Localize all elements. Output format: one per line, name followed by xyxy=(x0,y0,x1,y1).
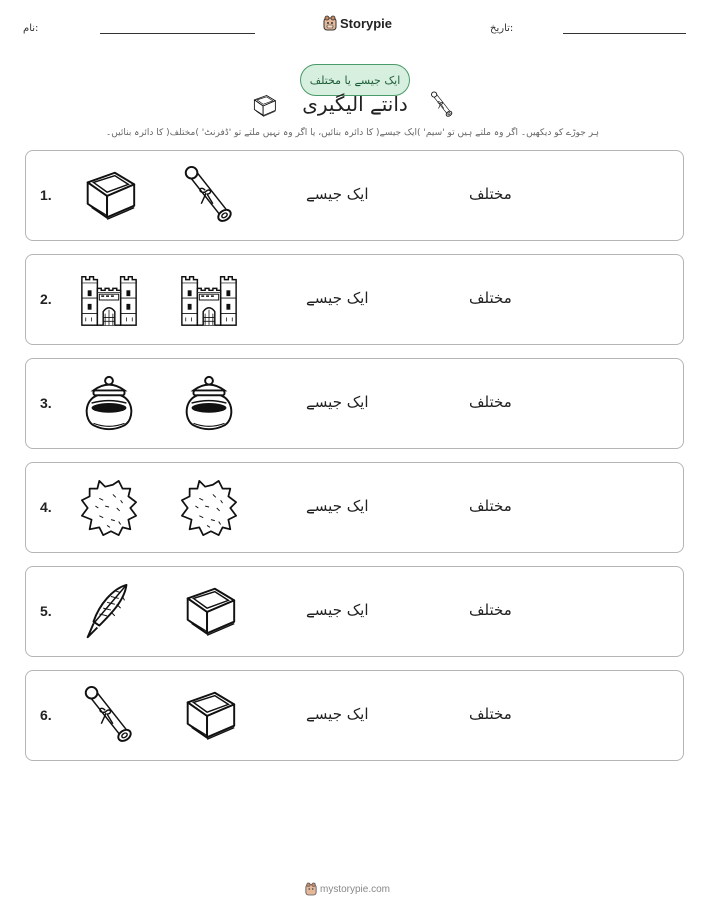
different-option[interactable]: مختلف xyxy=(469,289,512,307)
exercise-row-1 xyxy=(25,150,684,241)
same-option[interactable]: ایک جیسے xyxy=(306,289,369,307)
row-number: 1. xyxy=(40,187,52,203)
hide-icon xyxy=(78,477,140,539)
row-number: 2. xyxy=(40,291,52,307)
book-icon xyxy=(78,165,140,227)
different-option[interactable]: مختلف xyxy=(469,705,512,723)
book-icon xyxy=(250,92,278,120)
book-icon xyxy=(178,581,240,643)
footer xyxy=(305,880,405,898)
same-option[interactable]: ایک جیسے xyxy=(306,185,369,203)
brand-name: Storypie xyxy=(340,15,393,31)
scroll-icon xyxy=(428,90,456,120)
same-option[interactable]: ایک جیسے xyxy=(306,497,369,515)
different-option[interactable]: مختلف xyxy=(469,393,512,411)
different-option[interactable]: مختلف xyxy=(469,497,512,515)
jar-icon xyxy=(178,373,240,435)
name-line[interactable] xyxy=(100,33,255,34)
hide-icon xyxy=(178,477,240,539)
row-number: 5. xyxy=(40,603,52,619)
worksheet-type-badge: ایک جیسے یا مختلف xyxy=(300,64,410,96)
storypie-mascot-icon xyxy=(305,882,317,896)
row-number: 6. xyxy=(40,707,52,723)
date-line[interactable] xyxy=(563,33,686,34)
row-number: 3. xyxy=(40,395,52,411)
page-title: دانتے الیگیری xyxy=(302,92,408,116)
storypie-mascot-icon xyxy=(323,15,337,31)
exercise-row-3 xyxy=(25,358,684,449)
footer-url[interactable]: mystorypie.com xyxy=(320,883,391,895)
storypie-logo xyxy=(323,12,393,34)
scroll-icon xyxy=(178,165,240,227)
exercise-row-4 xyxy=(25,462,684,553)
same-option[interactable]: ایک جیسے xyxy=(306,705,369,723)
exercise-row-5 xyxy=(25,566,684,657)
instructions: ہر جوڑے کو دیکھیں۔ اگر وہ ملتے ہیں تو 'سیم' )ایک جیسے( کا دائرہ بنائیں، یا اگر وہ نہیں ملتے تو 'ڈفرنٹ' )مختلف( کا دائرہ بنائیں۔ xyxy=(106,128,599,138)
exercise-row-2 xyxy=(25,254,684,345)
exercise-row-6 xyxy=(25,670,684,761)
scroll-icon xyxy=(78,685,140,747)
castle-icon xyxy=(178,269,240,331)
quill-icon xyxy=(78,581,140,643)
date-label: تاریخ: xyxy=(490,23,514,34)
different-option[interactable]: مختلف xyxy=(469,601,512,619)
name-label: نام: xyxy=(23,23,39,34)
different-option[interactable]: مختلف xyxy=(469,185,512,203)
row-number: 4. xyxy=(40,499,52,515)
same-option[interactable]: ایک جیسے xyxy=(306,393,369,411)
jar-icon xyxy=(78,373,140,435)
castle-icon xyxy=(78,269,140,331)
same-option[interactable]: ایک جیسے xyxy=(306,601,369,619)
book-icon xyxy=(178,685,240,747)
